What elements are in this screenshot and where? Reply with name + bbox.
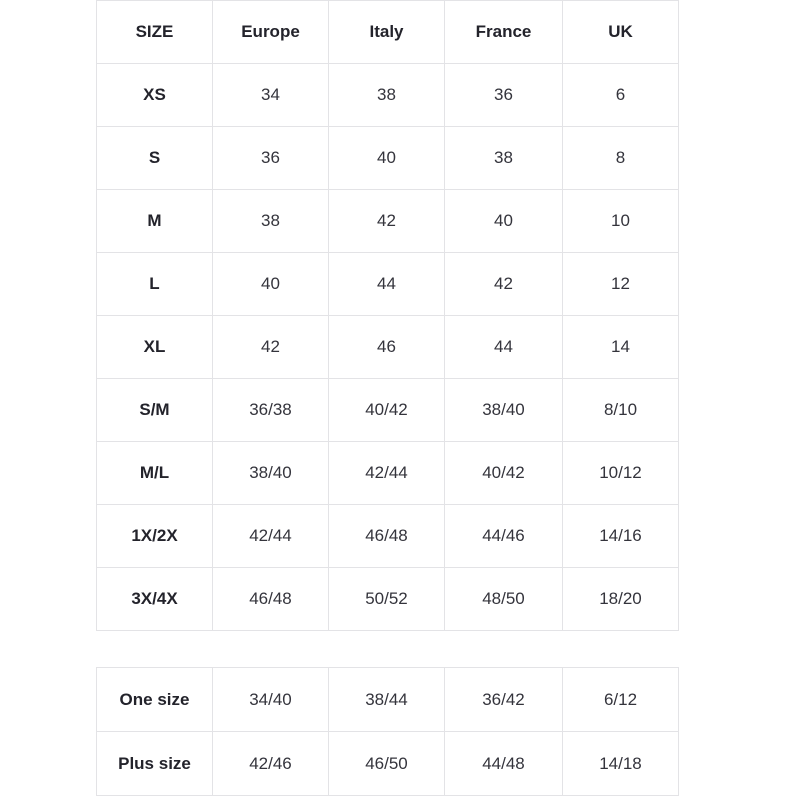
table-row	[97, 442, 679, 505]
table-row	[97, 64, 679, 127]
cell-uk: 10/12	[563, 442, 679, 505]
cell-italy: 42	[329, 190, 445, 253]
column-header-uk: UK	[563, 1, 679, 64]
table-header-row	[97, 1, 679, 64]
table-row	[97, 127, 679, 190]
row-label: S/M	[97, 379, 213, 442]
cell-italy: 40	[329, 127, 445, 190]
cell-uk: 12	[563, 253, 679, 316]
cell-france: 38	[445, 127, 563, 190]
cell-italy: 42/44	[329, 442, 445, 505]
cell-france: 48/50	[445, 568, 563, 631]
row-label: Plus size	[97, 732, 213, 796]
cell-italy: 46/50	[329, 732, 445, 796]
row-label: XL	[97, 316, 213, 379]
cell-uk: 14	[563, 316, 679, 379]
row-label: 3X/4X	[97, 568, 213, 631]
cell-europe: 36/38	[213, 379, 329, 442]
one-size-table-body	[97, 668, 679, 796]
cell-europe: 38/40	[213, 442, 329, 505]
cell-france: 40	[445, 190, 563, 253]
table-row	[97, 668, 679, 732]
table-gap-divider	[96, 631, 678, 667]
cell-france: 44/48	[445, 732, 563, 796]
tables-container	[96, 0, 678, 796]
row-label: L	[97, 253, 213, 316]
cell-europe: 36	[213, 127, 329, 190]
cell-europe: 42/44	[213, 505, 329, 568]
cell-france: 40/42	[445, 442, 563, 505]
table-row	[97, 568, 679, 631]
cell-france: 44/46	[445, 505, 563, 568]
cell-italy: 44	[329, 253, 445, 316]
cell-europe: 40	[213, 253, 329, 316]
cell-italy: 50/52	[329, 568, 445, 631]
cell-italy: 38/44	[329, 668, 445, 732]
cell-france: 36	[445, 64, 563, 127]
cell-uk: 6	[563, 64, 679, 127]
cell-italy: 40/42	[329, 379, 445, 442]
one-size-table	[96, 667, 679, 796]
table-row	[97, 190, 679, 253]
cell-uk: 14/16	[563, 505, 679, 568]
row-label: M	[97, 190, 213, 253]
cell-europe: 42	[213, 316, 329, 379]
cell-uk: 14/18	[563, 732, 679, 796]
table-row	[97, 732, 679, 796]
column-header-size: SIZE	[97, 1, 213, 64]
row-label: 1X/2X	[97, 505, 213, 568]
cell-italy: 46	[329, 316, 445, 379]
table-body	[97, 64, 679, 631]
cell-italy: 46/48	[329, 505, 445, 568]
row-label: S	[97, 127, 213, 190]
cell-europe: 46/48	[213, 568, 329, 631]
cell-france: 38/40	[445, 379, 563, 442]
cell-france: 36/42	[445, 668, 563, 732]
cell-europe: 34/40	[213, 668, 329, 732]
row-label: M/L	[97, 442, 213, 505]
cell-uk: 8/10	[563, 379, 679, 442]
table-row	[97, 253, 679, 316]
column-header-france: France	[445, 1, 563, 64]
cell-uk: 8	[563, 127, 679, 190]
table-row	[97, 505, 679, 568]
cell-europe: 42/46	[213, 732, 329, 796]
cell-europe: 38	[213, 190, 329, 253]
cell-uk: 18/20	[563, 568, 679, 631]
table-header	[97, 1, 679, 64]
cell-italy: 38	[329, 64, 445, 127]
row-label: XS	[97, 64, 213, 127]
cell-france: 42	[445, 253, 563, 316]
cell-uk: 10	[563, 190, 679, 253]
size-conversion-table	[96, 0, 679, 631]
cell-europe: 34	[213, 64, 329, 127]
column-header-europe: Europe	[213, 1, 329, 64]
row-label: One size	[97, 668, 213, 732]
column-header-italy: Italy	[329, 1, 445, 64]
table-row	[97, 316, 679, 379]
cell-france: 44	[445, 316, 563, 379]
cell-uk: 6/12	[563, 668, 679, 732]
table-row	[97, 379, 679, 442]
